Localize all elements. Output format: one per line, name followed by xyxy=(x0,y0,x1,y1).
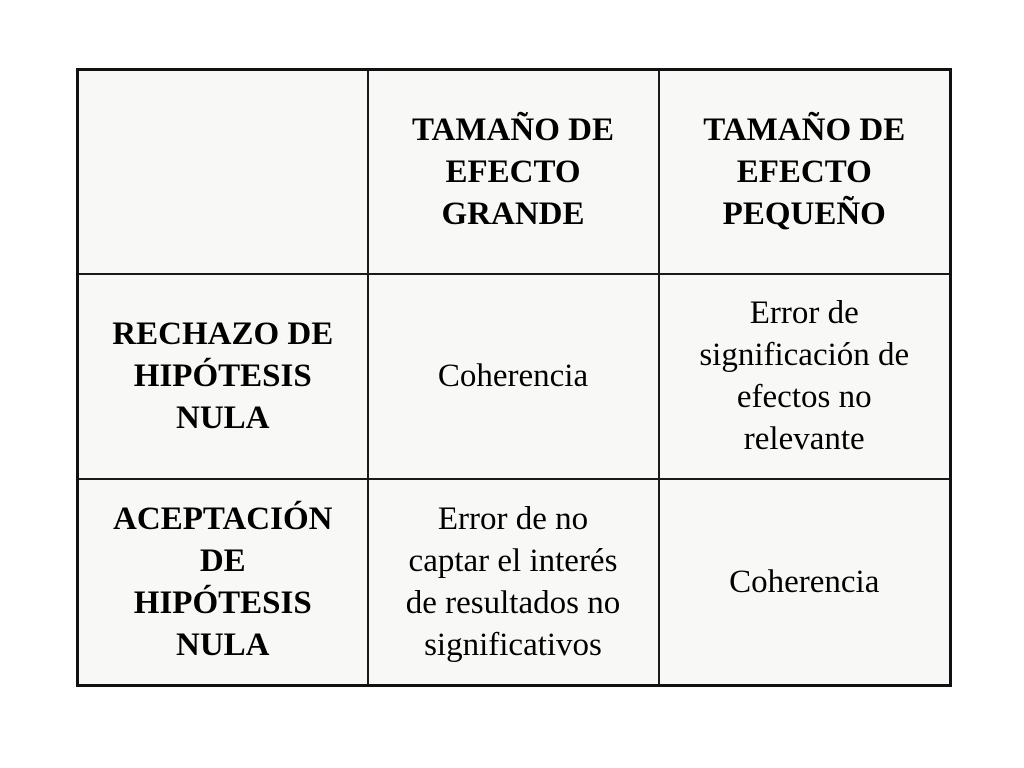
row-label-accept-null-text: ACEPTACIÓN DE HIPÓTESIS NULA xyxy=(113,500,333,663)
table-corner-cell xyxy=(78,70,368,274)
row-label-reject-null xyxy=(78,274,368,479)
table-row-reject xyxy=(78,274,951,479)
table-row-accept xyxy=(78,479,951,686)
cell-reject-small xyxy=(659,274,951,479)
cell-reject-large-text: Coherencia xyxy=(437,358,589,394)
cell-accept-large xyxy=(368,479,659,686)
cell-reject-small-text: Error de significación de efectos no relevante xyxy=(699,295,910,457)
header-large-effect-label: TAMAÑO DE EFECTO GRANDE xyxy=(412,111,614,232)
row-label-accept-null xyxy=(78,479,368,686)
row-label-reject-null-text: RECHAZO DE HIPÓTESIS NULA xyxy=(112,316,334,436)
cell-accept-large-text: Error de no captar el interés de resultados no significativos xyxy=(405,500,621,663)
decision-matrix-table xyxy=(76,68,952,687)
header-large-effect xyxy=(368,70,659,274)
header-small-effect-label: TAMAÑO DE EFECTO PEQUEÑO xyxy=(703,111,906,232)
header-small-effect xyxy=(659,70,951,274)
cell-accept-small xyxy=(659,479,951,686)
cell-accept-small-text: Coherencia xyxy=(729,563,880,600)
cell-reject-large xyxy=(368,274,659,479)
table-header-row xyxy=(78,70,951,274)
